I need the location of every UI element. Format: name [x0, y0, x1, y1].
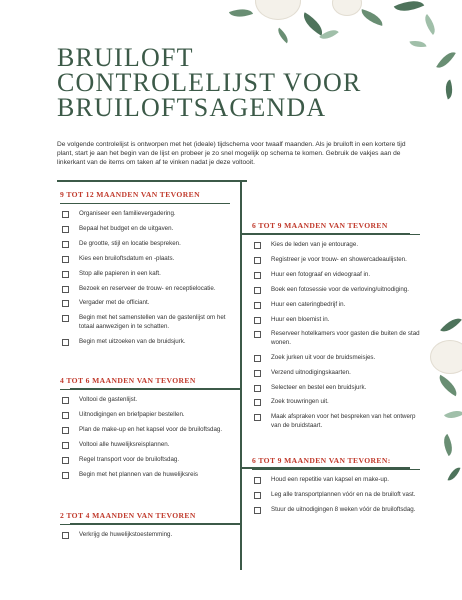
checkbox[interactable]: [254, 399, 261, 406]
checklist-item: [60, 531, 230, 539]
checklist-item: [252, 369, 420, 377]
checkbox[interactable]: [62, 226, 69, 233]
checklist-item: [252, 330, 420, 347]
checklist-item: [60, 225, 230, 233]
checklist-item: [60, 255, 230, 263]
checklist-item: [60, 426, 230, 434]
checklist-item: [60, 210, 230, 218]
checkbox[interactable]: [254, 331, 261, 338]
checklist-item: [60, 396, 230, 404]
checkbox[interactable]: [62, 532, 69, 539]
item-label: Begin met uitzoeken van de bruidsjurk.: [79, 337, 186, 345]
checkbox[interactable]: [62, 256, 69, 263]
checklist-item: [60, 411, 230, 419]
section-heading: 4 TOT 6 MAANDEN VAN TEVOREN: [60, 376, 230, 390]
item-label: Kies de leden van je entourage.: [271, 241, 359, 248]
checkbox[interactable]: [62, 339, 69, 346]
checkbox[interactable]: [254, 355, 261, 362]
checklist-item: [60, 441, 230, 449]
checkbox[interactable]: [254, 370, 261, 377]
item-label: Maak afspraken voor het bespreken van het ontwerp van de bruidstaart.: [271, 413, 416, 429]
checkbox[interactable]: [62, 457, 69, 464]
item-label: Stuur de uitnodigingen 8 weken vóór de bruiloftsdag.: [271, 505, 416, 513]
item-label: Selecteer en bestel een bruidsjurk.: [271, 383, 367, 391]
checklist-item: [252, 301, 420, 309]
checklist-item: [252, 491, 420, 499]
checkbox[interactable]: [62, 427, 69, 434]
item-label: De grootte, stijl en locatie bespreken.: [79, 239, 181, 247]
checkbox[interactable]: [254, 242, 261, 249]
checklist-item: [252, 506, 420, 514]
checkbox[interactable]: [62, 315, 69, 322]
checkbox[interactable]: [62, 442, 69, 449]
checkbox[interactable]: [254, 477, 261, 484]
item-label: Verzend uitnodigingskaarten.: [271, 368, 351, 376]
checkbox[interactable]: [62, 412, 69, 419]
section-9-12-months: [60, 190, 230, 353]
checklist-item: [252, 413, 420, 430]
item-label: Uitnodigingen en briefpapier bestellen.: [79, 410, 185, 418]
item-label: Verkrijg de huwelijkstoestemming.: [79, 531, 173, 538]
section-6-9-months: [252, 221, 420, 437]
item-label: Kies een bruiloftsdatum en -plaats.: [79, 254, 175, 262]
checklist-item: [252, 286, 420, 294]
item-label: Reserveer hotelkamers voor gasten die buiten de stad wonen.: [271, 330, 420, 346]
item-label: Plan de make-up en het kapsel voor de bruiloftsdag.: [79, 425, 223, 433]
section-heading: 2 TOT 4 MAANDEN VAN TEVOREN: [60, 511, 230, 525]
checklist-item: [252, 256, 420, 264]
checkbox[interactable]: [254, 492, 261, 499]
item-label: Huur een bloemist in.: [271, 315, 330, 323]
item-label: Huur een fotograaf en videograaf in.: [271, 270, 371, 278]
item-label: Bezoek en reserveer de trouw- en receptielocatie.: [79, 284, 216, 292]
item-label: Regel transport voor de bruiloftsdag.: [79, 455, 180, 463]
section-heading: 6 TOT 9 MAANDEN VAN TEVOREN: [252, 221, 420, 235]
item-label: Houd een repetitie van kapsel en make-up.: [271, 476, 389, 483]
item-label: Stop alle papieren in een kaft.: [79, 269, 161, 277]
checkbox[interactable]: [254, 272, 261, 279]
checklist-item: [252, 476, 420, 484]
item-label: Zoek trouwringen uit.: [271, 398, 329, 406]
checklist-item: [60, 270, 230, 278]
checkbox[interactable]: [254, 414, 261, 421]
checklist-item: [60, 285, 230, 293]
checklist-item: [252, 398, 420, 406]
checklist-item: [252, 354, 420, 362]
checklist-item: [252, 384, 420, 392]
section-2-4-months: [60, 511, 230, 546]
section-heading: 6 TOT 9 MAANDEN VAN TEVOREN:: [252, 456, 420, 470]
item-label: Bepaal het budget en de uitgaven.: [79, 224, 174, 232]
checklist-item: [252, 241, 420, 249]
item-label: Zoek jurken uit voor de bruidsmeisjes.: [271, 353, 376, 361]
section-4-6-months: [60, 376, 230, 485]
checklist-item: [60, 471, 230, 479]
item-label: Voltooi de gastenlijst.: [79, 396, 138, 403]
section-6-9-months-second: [252, 456, 420, 521]
checkbox[interactable]: [62, 211, 69, 218]
item-label: Leg alle transportplannen vóór en na de bruiloft vast.: [271, 490, 416, 498]
intro-paragraph: De volgende controlelijst is ontworpen met het (ideale) tijdschema voor twaalf maanden. Als je bruiloft in een kortere tijd plant, start je aan het begin van de lijst en probeer je zo snel mogelijk op schema te komen. Gebruik de vakjes aan de linkerkant van de items om taken af te vinken nadat je deze voltooit.: [57, 141, 406, 166]
timeline-vertical-rule: [240, 180, 242, 570]
item-label: Organiseer een familievergadering.: [79, 210, 176, 217]
checkbox[interactable]: [62, 472, 69, 479]
checkbox[interactable]: [254, 507, 261, 514]
timeline-top-rule: [57, 180, 247, 182]
checklist-item: [60, 338, 230, 346]
checkbox[interactable]: [62, 286, 69, 293]
checklist-item: [60, 456, 230, 464]
checkbox[interactable]: [254, 257, 261, 264]
checklist-item: [60, 240, 230, 248]
section-heading: 9 TOT 12 MAANDEN VAN TEVOREN: [60, 190, 230, 204]
document-title: BRUILOFT CONTROLELIJST VOOR BRUILOFTSAGENDA: [57, 43, 362, 122]
item-label: Registreer je voor trouw- en showercadeaulijsten.: [271, 255, 407, 263]
checkbox[interactable]: [254, 317, 261, 324]
item-label: Boek een fotosessie voor de verloving/uitnodiging.: [271, 285, 409, 293]
checklist-item: [60, 314, 230, 331]
checkbox[interactable]: [254, 385, 261, 392]
item-label: Vergader met de officiant.: [79, 299, 150, 307]
checkbox[interactable]: [62, 397, 69, 404]
checklist-item: [60, 299, 230, 307]
checkbox[interactable]: [254, 302, 261, 309]
checkbox[interactable]: [62, 241, 69, 248]
checkbox[interactable]: [62, 300, 69, 307]
checkbox[interactable]: [254, 287, 261, 294]
checklist-item: [252, 316, 420, 324]
item-label: Begin met het samenstellen van de gastenlijst om het totaal aanwezigen in te schatten.: [79, 314, 226, 330]
checkbox[interactable]: [62, 271, 69, 278]
item-label: Begin met het plannen van de huwelijksreis: [79, 470, 199, 478]
checklist-item: [252, 271, 420, 279]
item-label: Voltooi alle huwelijksreisplannen.: [79, 440, 170, 448]
item-label: Huur een cateringbedrijf in.: [271, 300, 346, 308]
